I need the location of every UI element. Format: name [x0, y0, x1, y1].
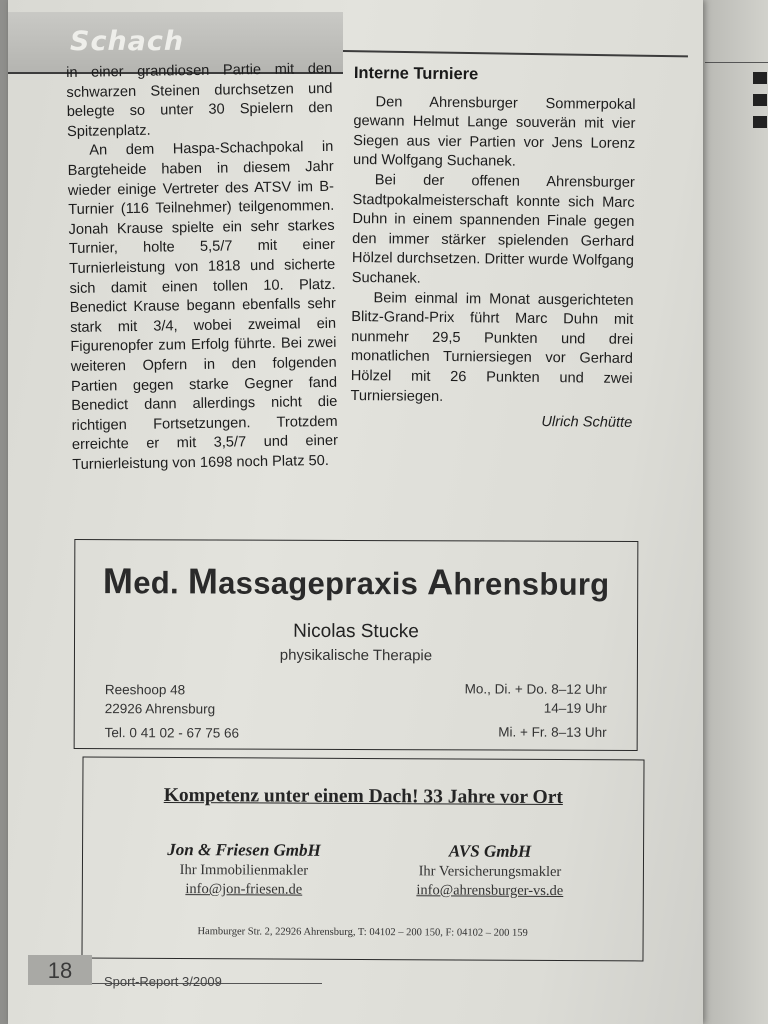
paragraph: Bei der offenen Ahrensburger Stadtpokalmeisterschaft konnte sich Marc Duhn in einem spannenden Finale gegen den immer stärker spielenden Gerhard Hölzel durchsetzen. Dritter wurde Wolfgang Suchanek.: [351, 172, 635, 287]
opening-hours: Mo., Di. + Do. 8–12 Uhr 14–19 Uhr Mi. + Fr. 8–13 Uhr: [464, 681, 607, 740]
section-title: Schach: [70, 26, 185, 57]
company-role: Ihr Immobilienmakler: [179, 862, 309, 879]
adjacent-page-mark: [753, 72, 767, 84]
adjacent-page-rule: [705, 62, 768, 63]
company-block-avs: [365, 841, 615, 901]
paragraph: Beim einmal im Monat ausgerichteten Blitz-Grand-Prix führt Marc Duhn mit nunmehr 29,5 Punkten und drei monatlichen Turniersiegen vor Gerhard Hölzel mit 26 Punkten und zwei Turniersiegen.: [350, 289, 634, 405]
adjacent-page: [703, 0, 768, 1024]
company-block-jon-friesen: [119, 840, 369, 900]
practice-address: Reeshoop 48 22926 Ahrensburg Tel. 0 41 02 - 67 75 66: [104, 682, 240, 741]
magazine-page: [8, 0, 703, 1024]
therapist-name: Nicolas Stucke: [293, 620, 419, 643]
header-rule-right: [343, 50, 688, 57]
article-heading: Interne Turniere: [353, 64, 479, 84]
publication-name: Sport-Report 3/2009: [104, 974, 222, 989]
company-email: info@jon-friesen.de: [185, 881, 303, 898]
massage-practice-ad: [74, 539, 639, 751]
author-name: Ulrich Schütte: [541, 414, 633, 432]
company-name: AVS GmbH: [448, 841, 532, 861]
adjacent-page-mark: [753, 94, 767, 106]
company-name: Jon & Friesen GmbH: [167, 839, 321, 860]
ad-contact-footer: Hamburger Str. 2, 22926 Ahrensburg, T: 04102 – 200 150, F: 04102 – 200 159: [197, 926, 528, 939]
adjacent-page-mark: [753, 116, 767, 128]
page-number: 18: [28, 955, 92, 985]
real-estate-insurance-ad: [81, 757, 644, 962]
company-role: Ihr Versicherungsmakler: [418, 863, 562, 881]
therapy-subtitle: physikalische Therapie: [279, 646, 433, 665]
paragraph: An dem Haspa-Schachpokal in Bargteheide haben in diesem Jahr wieder einige Vertreter des ATSV im B-Turnier (116 Teilnehmer) teilgenommen. Jonah Krause spielte ein sehr starkes Turnier, holte 5,5/7 mit einer Turnierleistung von 1818 und sicherte sich damit einen tollen 10. Platz. Benedict Krause begann ebenfalls sehr stark mit 3/4, wobei zweimal ein Figurenopfer zum Erfolg führte. Bei zwei weiteren Opfern in den folgenden Partien gegen starke Gegner fand Benedict dann allerdings nicht die richtigen Fortsetzungen. Trotzdem erreichte er mit 3,5/7 und einer Turnierleistung von 1698 noch Platz 50.: [67, 139, 339, 473]
ad-title: Med. Massagepraxis Ahrensburg: [102, 560, 610, 603]
ad-headline: Kompetenz unter einem Dach! 33 Jahre vor Ort: [163, 784, 563, 809]
left-column: [66, 60, 338, 476]
right-column: [350, 64, 636, 434]
paragraph: Den Ahrensburger Sommerpokal gewann Helmut Lange souverän mit vier Siegen aus vier Partien vor Jens Lorenz und Wolfgang Suchanek.: [352, 93, 636, 171]
paragraph: in einer grandiosen Partie mit den schwarzen Steinen durchsetzen und belegte so unter 30 Spielern den Spitzenplatz.: [66, 60, 333, 140]
company-email: info@ahrensburger-vs.de: [416, 882, 564, 900]
